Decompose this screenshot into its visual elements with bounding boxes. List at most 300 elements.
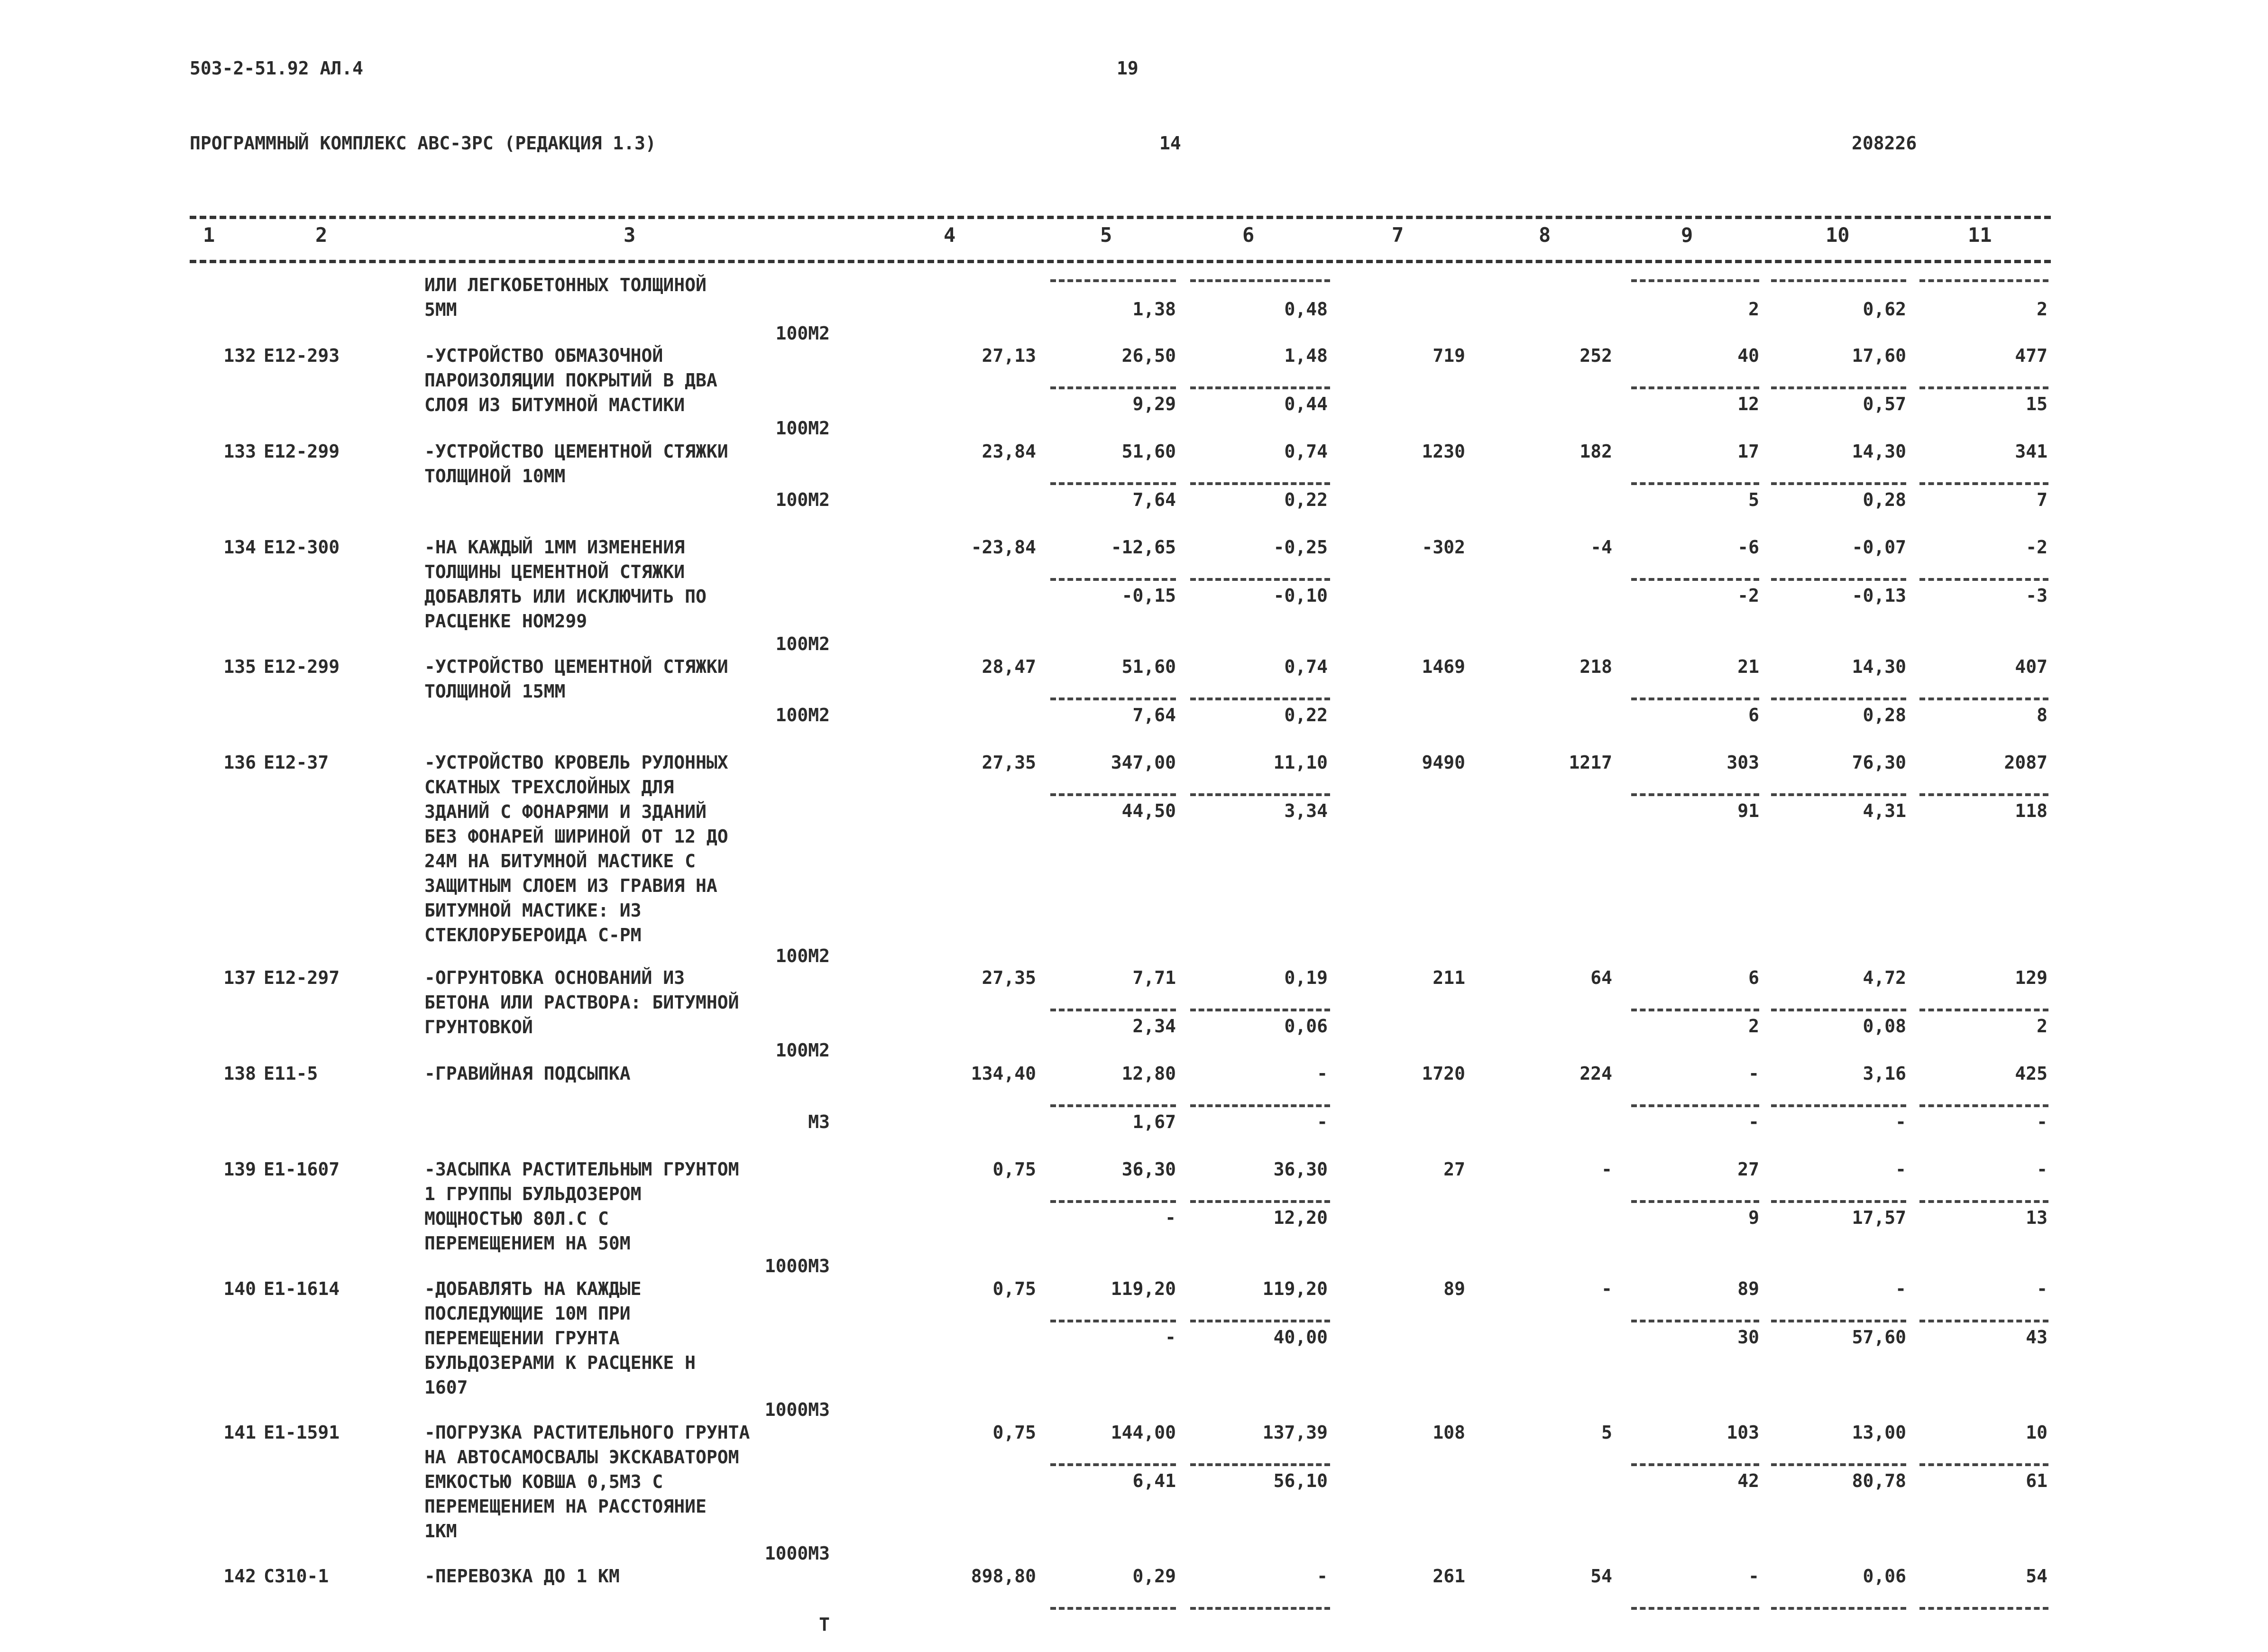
unit-machine-wage: 0,44 <box>1284 394 1328 414</box>
quantity: 0,75 <box>992 1422 1036 1443</box>
page-number: 19 <box>1117 58 1139 79</box>
subtotal-separator <box>1190 793 1330 796</box>
total-cost: 27 <box>1443 1159 1465 1180</box>
subtotal-separator <box>1190 578 1330 581</box>
unit-cost: 51,60 <box>1121 656 1176 677</box>
labour-total: -2 <box>2026 537 2048 558</box>
subtotal-separator <box>1050 578 1176 581</box>
total-cost: 261 <box>1432 1566 1465 1587</box>
subtotal-separator <box>1919 793 2048 796</box>
rate-code: Е12-297 <box>264 967 340 988</box>
unit-cost: 36,30 <box>1121 1159 1176 1180</box>
machinist-labour-total: -3 <box>2026 585 2048 606</box>
subtotal-separator <box>1190 279 1330 282</box>
subtotal-separator <box>1190 482 1330 485</box>
subtotal-separator <box>1190 1009 1330 1011</box>
header-rule <box>190 260 2051 263</box>
subtotal-separator <box>1771 1607 1906 1610</box>
description-line: БУЛЬДОЗЕРАМИ К РАСЦЕНКЕ Н <box>424 1352 696 1373</box>
unit-cost: 119,20 <box>1111 1278 1176 1299</box>
unit-of-measure: 1000М3 <box>764 1256 830 1276</box>
total-cost: 211 <box>1432 967 1465 988</box>
unit-wage: 7,64 <box>1132 705 1176 725</box>
quantity: 23,84 <box>982 441 1036 462</box>
quantity: 27,35 <box>982 967 1036 988</box>
unit-cost: 51,60 <box>1121 441 1176 462</box>
labour-total: - <box>2037 1278 2048 1299</box>
subtotal-separator <box>1919 698 2048 700</box>
description-line: -УСТРОЙСТВО КРОВЕЛЬ РУЛОННЫХ <box>424 752 728 773</box>
labour-unit: - <box>1895 1278 1906 1299</box>
machine-wage: 9 <box>1748 1207 1759 1228</box>
labour-unit: 3,16 <box>1863 1063 1906 1084</box>
description-line: СЛОЯ ИЗ БИТУМНОЙ МАСТИКИ <box>424 395 685 415</box>
subtotal-separator <box>1190 1320 1330 1322</box>
machinist-labour-unit: - <box>1895 1111 1906 1132</box>
unit-wage: - <box>1165 1207 1176 1228</box>
unit-cost: 7,71 <box>1132 967 1176 988</box>
subtotal-separator <box>1631 578 1759 581</box>
description-line: -ПЕРЕВОЗКА ДО 1 КМ <box>424 1566 620 1587</box>
unit-wage: 44,50 <box>1121 800 1176 821</box>
wages: - <box>1601 1159 1612 1180</box>
work-description <box>424 1564 620 1588</box>
machine-cost: 17 <box>1737 441 1759 462</box>
unit-cost: 12,80 <box>1121 1063 1176 1084</box>
rate-code: Е12-293 <box>264 345 340 366</box>
description-line: 24М НА БИТУМНОЙ МАСТИКЕ С <box>424 851 696 872</box>
description-line: ЕМКОСТЬЮ КОВША 0,5М3 С <box>424 1471 663 1492</box>
unit-of-measure: Т <box>819 1614 830 1635</box>
labour-total: 477 <box>2015 345 2048 366</box>
subtotal-separator <box>1631 1463 1759 1466</box>
subtotal-separator <box>1771 279 1906 282</box>
work-description <box>424 535 707 633</box>
machine-cost: 27 <box>1737 1159 1759 1180</box>
work-description <box>424 965 739 1039</box>
subtotal-separator <box>1190 386 1330 389</box>
machinist-labour-unit: 4,31 <box>1863 800 1906 821</box>
labour-total: 54 <box>2026 1566 2048 1587</box>
description-line: ГРУНТОВКОЙ <box>424 1017 533 1037</box>
description-line: РАСЦЕНКЕ НОМ299 <box>424 611 588 632</box>
description-line: ИЛИ ЛЕГКОБЕТОННЫХ ТОЛЩИНОЙ <box>424 275 707 295</box>
description-line: -УСТРОЙСТВО ЦЕМЕНТНОЙ СТЯЖКИ <box>424 656 728 677</box>
subtotal-separator <box>1771 1104 1906 1107</box>
work-description <box>424 1061 631 1086</box>
description-line: ПЕРЕМЕЩЕНИЕМ НА 50М <box>424 1233 631 1254</box>
subtotal-separator <box>1771 1320 1906 1322</box>
subtotal-separator <box>1631 793 1759 796</box>
labour-unit: 14,30 <box>1852 656 1906 677</box>
unit-cost-machines: -0,25 <box>1273 537 1328 558</box>
subtotal-separator <box>1919 1607 2048 1610</box>
column-header: 7 <box>1392 223 1404 247</box>
description-line: 5ММ <box>424 299 457 320</box>
unit-cost-machines: - <box>1317 1566 1328 1587</box>
machine-wage: 2 <box>1748 299 1759 320</box>
description-line: 1607 <box>424 1377 468 1398</box>
quantity: 898,80 <box>971 1566 1036 1587</box>
unit-machine-wage: 0,06 <box>1284 1016 1328 1037</box>
machine-cost: 21 <box>1737 656 1759 677</box>
machinist-labour-unit: 57,60 <box>1852 1327 1906 1348</box>
subtotal-separator <box>1919 279 2048 282</box>
machinist-labour-unit: 0,62 <box>1863 299 1906 320</box>
subtotal-separator <box>1919 482 2048 485</box>
labour-unit: - <box>1895 1159 1906 1180</box>
subtotal-separator <box>1919 578 2048 581</box>
column-header: 10 <box>1826 223 1850 247</box>
subtotal-separator <box>1631 482 1759 485</box>
rate-code: С310-1 <box>264 1566 329 1587</box>
machine-wage: 30 <box>1737 1327 1759 1348</box>
machinist-labour-total: 13 <box>2026 1207 2048 1228</box>
unit-wage: - <box>1165 1327 1176 1348</box>
description-line: БИТУМНОЙ МАСТИКЕ: ИЗ <box>424 900 642 921</box>
unit-of-measure: 100М2 <box>775 1040 830 1061</box>
labour-total: 407 <box>2015 656 2048 677</box>
machine-cost: 303 <box>1726 752 1759 773</box>
subtotal-separator <box>1050 698 1176 700</box>
row-number: 134 <box>223 537 256 558</box>
wages: 182 <box>1579 441 1612 462</box>
labour-unit: 17,60 <box>1852 345 1906 366</box>
unit-machine-wage: -0,10 <box>1273 585 1328 606</box>
column-header: 2 <box>315 223 328 247</box>
machinist-labour-total: 61 <box>2026 1470 2048 1491</box>
machinist-labour-unit: 0,57 <box>1863 394 1906 414</box>
row-number: 141 <box>223 1422 256 1443</box>
rate-code: Е11-5 <box>264 1063 318 1084</box>
unit-wage: 7,64 <box>1132 489 1176 510</box>
unit-of-measure: 100М2 <box>775 705 830 725</box>
work-description <box>424 439 728 488</box>
subtotal-separator <box>1050 1104 1176 1107</box>
rate-code: Е12-299 <box>264 656 340 677</box>
labour-total: 10 <box>2026 1422 2048 1443</box>
work-description <box>424 654 728 704</box>
quantity: 0,75 <box>992 1159 1036 1180</box>
subtotal-separator <box>1771 1463 1906 1466</box>
rate-code: Е12-299 <box>264 441 340 462</box>
unit-cost: 144,00 <box>1111 1422 1176 1443</box>
machinist-labour-total: 118 <box>2015 800 2048 821</box>
labour-total: 2087 <box>2004 752 2048 773</box>
subtotal-separator <box>1050 1607 1176 1610</box>
description-line: СКАТНЫХ ТРЕХСЛОЙНЫХ ДЛЯ <box>424 777 674 798</box>
total-cost: 719 <box>1432 345 1465 366</box>
unit-cost: -12,65 <box>1111 537 1176 558</box>
machinist-labour-total: 15 <box>2026 394 2048 414</box>
unit-cost-machines: 1,48 <box>1284 345 1328 366</box>
work-description <box>424 1420 750 1543</box>
column-header: 4 <box>944 223 956 247</box>
subtotal-separator <box>1919 386 2048 389</box>
machine-cost: 6 <box>1748 967 1759 988</box>
subtotal-separator <box>1050 1009 1176 1011</box>
subtotal-separator <box>1050 482 1176 485</box>
machinist-labour-unit: 17,57 <box>1852 1207 1906 1228</box>
subtotal-separator <box>1771 386 1906 389</box>
subtotal-separator <box>1919 1009 2048 1011</box>
description-line: -ПОГРУЗКА РАСТИТЕЛЬНОГО ГРУНТА <box>424 1422 750 1443</box>
machinist-labour-unit: 0,28 <box>1863 489 1906 510</box>
column-header: 3 <box>624 223 636 247</box>
description-line: БЕЗ ФОНАРЕЙ ШИРИНОЙ ОТ 12 ДО <box>424 826 728 847</box>
quantity: 27,13 <box>982 345 1036 366</box>
unit-cost-machines: 119,20 <box>1262 1278 1328 1299</box>
quantity: 28,47 <box>982 656 1036 677</box>
subtotal-separator <box>1050 1463 1176 1466</box>
machine-wage: 42 <box>1737 1470 1759 1491</box>
machine-wage: - <box>1748 1111 1759 1132</box>
program-title: ПРОГРАММНЫЙ КОМПЛЕКС АВС-3РС (РЕДАКЦИЯ 1.3) <box>190 133 656 154</box>
row-number: 136 <box>223 752 256 773</box>
machinist-labour-unit: -0,13 <box>1852 585 1906 606</box>
total-cost: 1720 <box>1422 1063 1465 1084</box>
subtotal-separator <box>1631 1607 1759 1610</box>
subtotal-separator <box>1190 1463 1330 1466</box>
machinist-labour-unit: 0,28 <box>1863 705 1906 725</box>
subtotal-separator <box>1771 578 1906 581</box>
machinist-labour-total: 2 <box>2037 1016 2048 1037</box>
wages: 54 <box>1590 1566 1612 1587</box>
wages: -4 <box>1590 537 1612 558</box>
subtotal-separator <box>1631 1320 1759 1322</box>
unit-machine-wage: 56,10 <box>1273 1470 1328 1491</box>
work-description <box>424 273 707 322</box>
row-number: 138 <box>223 1063 256 1084</box>
rate-code: Е1-1614 <box>264 1278 340 1299</box>
column-header: 9 <box>1681 223 1693 247</box>
description-line: 1КМ <box>424 1521 457 1542</box>
subtotal-separator <box>1631 1200 1759 1203</box>
machine-wage: 6 <box>1748 705 1759 725</box>
subtotal-separator <box>1050 1200 1176 1203</box>
wages: 252 <box>1579 345 1612 366</box>
unit-of-measure: 1000М3 <box>764 1543 830 1564</box>
subtotal-separator <box>1919 1200 2048 1203</box>
column-header: 6 <box>1242 223 1255 247</box>
subtotal-separator <box>1631 279 1759 282</box>
quantity: 0,75 <box>992 1278 1036 1299</box>
machine-cost: - <box>1748 1063 1759 1084</box>
subtotal-separator <box>1771 1200 1906 1203</box>
description-line: -УСТРОЙСТВО ОБМАЗОЧНОЙ <box>424 345 663 366</box>
subtotal-separator <box>1631 386 1759 389</box>
rate-code: Е12-300 <box>264 537 340 558</box>
unit-wage: -0,15 <box>1121 585 1176 606</box>
description-line: ЗДАНИЙ С ФОНАРЯМИ И ЗДАНИЙ <box>424 801 707 822</box>
total-cost: 89 <box>1443 1278 1465 1299</box>
unit-cost-machines: 11,10 <box>1273 752 1328 773</box>
wages: 1217 <box>1569 752 1612 773</box>
unit-machine-wage: 40,00 <box>1273 1327 1328 1348</box>
unit-wage: 1,67 <box>1132 1111 1176 1132</box>
description-line: НА АВТОСАМОСВАЛЫ ЭКСКАВАТОРОМ <box>424 1447 739 1468</box>
column-header-row <box>0 223 2268 251</box>
unit-machine-wage: 12,20 <box>1273 1207 1328 1228</box>
unit-of-measure: 100М2 <box>775 418 830 439</box>
row-number: 140 <box>223 1278 256 1299</box>
document-number: 208226 <box>1852 133 1917 154</box>
subtotal-separator <box>1771 482 1906 485</box>
labour-unit: 13,00 <box>1852 1422 1906 1443</box>
unit-of-measure: 100М2 <box>775 489 830 510</box>
labour-total: 425 <box>2015 1063 2048 1084</box>
unit-wage: 6,41 <box>1132 1470 1176 1491</box>
row-number: 135 <box>223 656 256 677</box>
wages: 224 <box>1579 1063 1612 1084</box>
description-line: ЗАЩИТНЫМ СЛОЕМ ИЗ ГРАВИЯ НА <box>424 875 717 896</box>
row-number: 137 <box>223 967 256 988</box>
machine-wage: 91 <box>1737 800 1759 821</box>
subtotal-separator <box>1190 1200 1330 1203</box>
unit-cost-machines: 0,74 <box>1284 656 1328 677</box>
subtotal-separator <box>1050 386 1176 389</box>
unit-of-measure: М3 <box>808 1111 830 1132</box>
description-line: -ДОБАВЛЯТЬ НА КАЖДЫЕ <box>424 1278 642 1299</box>
description-line: -ГРАВИЙНАЯ ПОДСЫПКА <box>424 1063 631 1084</box>
labour-unit: -0,07 <box>1852 537 1906 558</box>
subtotal-separator <box>1050 793 1176 796</box>
unit-cost-machines: - <box>1317 1063 1328 1084</box>
work-description <box>424 1157 739 1256</box>
work-description <box>424 750 728 947</box>
total-cost: 1469 <box>1422 656 1465 677</box>
column-header: 5 <box>1100 223 1112 247</box>
description-line: МОЩНОСТЬЮ 80Л.С С <box>424 1208 609 1229</box>
labour-unit: 14,30 <box>1852 441 1906 462</box>
unit-cost-machines: 0,74 <box>1284 441 1328 462</box>
wages: 218 <box>1579 656 1612 677</box>
top-rule <box>190 216 2051 219</box>
machine-cost: - <box>1748 1566 1759 1587</box>
unit-of-measure: 100М2 <box>775 323 830 344</box>
total-cost: -302 <box>1422 537 1465 558</box>
rate-code: Е1-1607 <box>264 1159 340 1180</box>
description-line: -НА КАЖДЫЙ 1ММ ИЗМЕНЕНИЯ <box>424 537 685 558</box>
total-cost: 9490 <box>1422 752 1465 773</box>
labour-unit: 76,30 <box>1852 752 1906 773</box>
machinist-labour-total: 7 <box>2037 489 2048 510</box>
description-line: ТОЛЩИНЫ ЦЕМЕНТНОЙ СТЯЖКИ <box>424 561 685 582</box>
machine-wage: 12 <box>1737 394 1759 414</box>
sheet-number: 14 <box>1159 133 1181 154</box>
subtotal-separator <box>1919 1320 2048 1322</box>
total-cost: 108 <box>1432 1422 1465 1443</box>
machine-wage: 5 <box>1748 489 1759 510</box>
row-number: 139 <box>223 1159 256 1180</box>
document-code: 503-2-51.92 АЛ.4 <box>190 58 364 79</box>
subtotal-separator <box>1190 1104 1330 1107</box>
total-cost: 1230 <box>1422 441 1465 462</box>
column-header: 8 <box>1539 223 1551 247</box>
unit-machine-wage: 3,34 <box>1284 800 1328 821</box>
quantity: 27,35 <box>982 752 1036 773</box>
subtotal-separator <box>1771 793 1906 796</box>
row-number: 133 <box>223 441 256 462</box>
unit-cost: 26,50 <box>1121 345 1176 366</box>
machinist-labour-unit: 80,78 <box>1852 1470 1906 1491</box>
unit-wage: 9,29 <box>1132 394 1176 414</box>
subtotal-separator <box>1771 698 1906 700</box>
wages: 5 <box>1601 1422 1612 1443</box>
machine-cost: 89 <box>1737 1278 1759 1299</box>
labour-total: - <box>2037 1159 2048 1180</box>
unit-machine-wage: 0,22 <box>1284 489 1328 510</box>
description-line: ПОСЛЕДУЮЩИЕ 10М ПРИ <box>424 1303 631 1324</box>
subtotal-separator <box>1771 1009 1906 1011</box>
description-line: БЕТОНА ИЛИ РАСТВОРА: БИТУМНОЙ <box>424 992 739 1013</box>
column-header: 11 <box>1968 223 1992 247</box>
rate-code: Е1-1591 <box>264 1422 340 1443</box>
unit-wage: 2,34 <box>1132 1016 1176 1037</box>
unit-of-measure: 1000М3 <box>764 1399 830 1420</box>
subtotal-separator <box>1050 279 1176 282</box>
description-line: ДОБАВЛЯТЬ ИЛИ ИСКЛЮЧИТЬ ПО <box>424 586 707 607</box>
description-line: ПЕРЕМЕЩЕНИИ ГРУНТА <box>424 1328 620 1349</box>
subtotal-separator <box>1190 1607 1330 1610</box>
row-number: 142 <box>223 1566 256 1587</box>
labour-unit: 4,72 <box>1863 967 1906 988</box>
work-description <box>424 1276 696 1400</box>
quantity: 134,40 <box>971 1063 1036 1084</box>
machine-cost: 103 <box>1726 1422 1759 1443</box>
subtotal-separator <box>1919 1463 2048 1466</box>
subtotal-separator <box>1631 1009 1759 1011</box>
unit-wage: 1,38 <box>1132 299 1176 320</box>
description-line: -ЗАСЫПКА РАСТИТЕЛЬНЫМ ГРУНТОМ <box>424 1159 739 1180</box>
subtotal-separator <box>1919 1104 2048 1107</box>
subtotal-separator <box>1631 698 1759 700</box>
subtotal-separator <box>1050 1320 1176 1322</box>
description-line: СТЕКЛОРУБЕРОИДА С-РМ <box>424 925 642 945</box>
unit-machine-wage: 0,22 <box>1284 705 1328 725</box>
description-line: ТОЛЩИНОЙ 15ММ <box>424 681 566 702</box>
machine-wage: 2 <box>1748 1016 1759 1037</box>
machine-wage: -2 <box>1737 585 1759 606</box>
machinist-labour-total: 2 <box>2037 299 2048 320</box>
description-line: ПЕРЕМЕЩЕНИЕМ НА РАССТОЯНИЕ <box>424 1496 707 1517</box>
column-header: 1 <box>203 223 215 247</box>
description-line: -УСТРОЙСТВО ЦЕМЕНТНОЙ СТЯЖКИ <box>424 441 728 462</box>
subtotal-separator <box>1631 1104 1759 1107</box>
labour-total: 129 <box>2015 967 2048 988</box>
row-number: 132 <box>223 345 256 366</box>
machine-cost: -6 <box>1737 537 1759 558</box>
machine-cost: 40 <box>1737 345 1759 366</box>
unit-cost-machines: 137,39 <box>1262 1422 1328 1443</box>
wages: - <box>1601 1278 1612 1299</box>
unit-cost: 347,00 <box>1111 752 1176 773</box>
machinist-labour-total: - <box>2037 1111 2048 1132</box>
description-line: ТОЛЩИНОЙ 10ММ <box>424 466 566 486</box>
unit-cost-machines: 36,30 <box>1273 1159 1328 1180</box>
description-line: -ОГРУНТОВКА ОСНОВАНИЙ ИЗ <box>424 967 685 988</box>
unit-of-measure: 100М2 <box>775 633 830 654</box>
unit-machine-wage: 0,48 <box>1284 299 1328 320</box>
machinist-labour-total: 43 <box>2026 1327 2048 1348</box>
labour-unit: 0,06 <box>1863 1566 1906 1587</box>
quantity: -23,84 <box>971 537 1036 558</box>
labour-total: 341 <box>2015 441 2048 462</box>
rate-code: Е12-37 <box>264 752 329 773</box>
subtotal-separator <box>1190 698 1330 700</box>
unit-of-measure: 100М2 <box>775 945 830 966</box>
unit-cost-machines: 0,19 <box>1284 967 1328 988</box>
